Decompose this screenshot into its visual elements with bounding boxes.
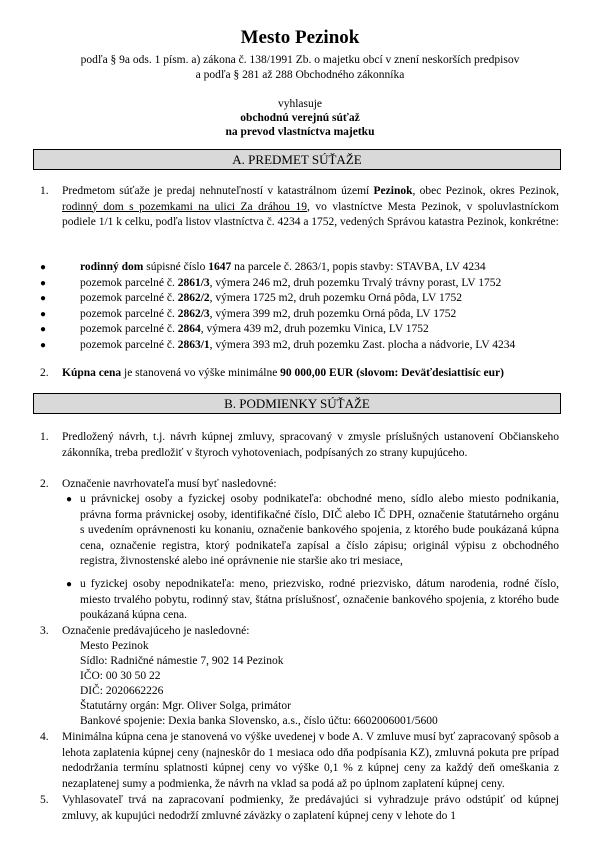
property-item: pozemok parcelné č. 2861/3, výmera 246 m2, druh pozemku Trvalý trávny porast, LV 1752 <box>80 276 502 289</box>
contest-purpose: na prevod vlastníctva majetku <box>225 126 375 138</box>
purchase-price-text: Kúpna cena je stanovená vo výške minimálne 90 000,00 EUR (slovom: Deväťdesiattisíc eur) <box>62 367 504 379</box>
bullet-dot: ● <box>40 324 47 335</box>
section-b-item-2-intro: Označenie navrhovateľa musí byť nasledovné: <box>62 478 277 490</box>
bullet-dot: ● <box>66 494 73 505</box>
section-b-item-5: Vyhlasovateľ trvá na zapracovaní podmienky, že predávajúci si vyhradzuje právo odstúpiť od kúpnej zmluvy, ak kupujúci nedodrží zmluvné záväzky o zaplatení kúpnej ceny v lehote do 1 <box>62 794 559 822</box>
section-b-item-2-number: 2. <box>40 478 49 490</box>
legal-entity-requirements: u právnickej osoby a fyzickej osoby podnikateľa: obchodné meno, sídlo alebo miesto podnikania, právna forma právnickej osoby, identifikačné číslo, DIČ alebo IČ DPH, označenie štatutárneho orgánu s uvedením oprávnenosti ku konaniu, označenie bankového spojenia, z ktorého bude poukázaná kúpna cena, označenie registra, ktorý podnikateľa zapísal a číslo zápisu; originál výpisu z obchodného registra, živnostenské alebo iné oprávnenie nie staršie ako tri mesiace, <box>80 493 559 567</box>
section-a-heading: A. PREDMET SÚŤAŽE <box>33 149 561 170</box>
property-item: pozemok parcelné č. 2864, výmera 439 m2, druh pozemku Vinica, LV 1752 <box>80 323 429 335</box>
section-b-item-3-intro: Označenie predávajúceho je nasledovné: <box>62 625 250 637</box>
law-reference-line-2: a podľa § 281 až 288 Obchodného zákonníka <box>195 69 405 81</box>
seller-statutory: Štatutárny orgán: Mgr. Oliver Solga, primátor <box>80 700 291 712</box>
bullet-dot: ● <box>66 579 73 590</box>
announce-text: vyhlasuje <box>277 98 323 110</box>
section-b-item-5-number: 5. <box>40 794 49 806</box>
law-reference-line-1: podľa § 9a ods. 1 písm. a) zákona č. 138/1991 Zb. o majetku obcí v znení neskorších predpisov <box>80 54 520 66</box>
document-title: Mesto Pezinok <box>240 27 360 48</box>
seller-dic: DIČ: 2020662226 <box>80 685 164 697</box>
natural-person-requirements: u fyzickej osoby nepodnikateľa: meno, priezvisko, rodné priezvisko, dátum narodenia, rodné číslo, miesto trvalého pobytu, rodinný stav, štátna príslušnosť, označenie bankového spojenia, z ktorého bude poukázaná kúpna cena. <box>80 578 559 621</box>
property-item: pozemok parcelné č. 2862/2, výmera 1725 m2, druh pozemku Orná pôda, LV 1752 <box>80 292 462 304</box>
section-a-item-2-number: 2. <box>40 367 49 379</box>
section-b-item-4: Minimálna kúpna cena je stanovená vo výške uvedenej v bode A. V zmluve musí byť zapracovaný spôsob a lehota zaplatenia kúpnej ceny (najneskôr do 1 mesiaca odo dňa podpísania KZ), zmluvná pokuta pre prípad nedodržania termínu splatnosti kúpnej ceny vo výške 0,1 % z kúpnej ceny za každý deň omeškania z nezaplatenej sumy a podmienka, že návrh na vklad sa podá až po úplnom zaplatení kúpnej ceny. <box>62 731 559 790</box>
seller-address: Sídlo: Radničné námestie 7, 902 14 Pezinok <box>80 655 284 667</box>
section-a-item-1: Predmetom súťaže je predaj nehnuteľností v katastrálnom území Pezinok, obec Pezinok, okres Pezinok, rodinný dom s pozemkami na ulici Za dráhou 19, vo vlastníctve Mesta Pezinok, v spoluvlastníckom podiele 1/1 k celku, podľa listov vlastníctva č. 4234 a 1752, vedených Správou katastra Pezinok, konkrétne: <box>62 185 560 228</box>
bullet-dot: ● <box>40 308 47 320</box>
section-b-item-3-number: 3. <box>40 625 49 637</box>
property-item: pozemok parcelné č. 2862/3, výmera 399 m2, druh pozemku Orná pôda, LV 1752 <box>80 307 457 320</box>
section-b-item-4-number: 4. <box>40 731 49 743</box>
bullet-dot: ● <box>40 262 47 273</box>
seller-bank: Bankové spojenie: Dexia banka Slovensko, a.s., číslo účtu: 6602006001/5600 <box>80 715 438 727</box>
section-b-item-1: Predložený návrh, t.j. návrh kúpnej zmluvy, spracovaný v zmysle príslušných ustanovení Občianskeho zákonníka, treba predložiť v štyroch vyhotoveniach, podpísaných zo strany kupujúceho. <box>62 431 559 459</box>
section-a-item-1-number: 1. <box>40 185 49 197</box>
bullet-dot: ● <box>40 339 47 351</box>
section-b-heading: B. PODMIENKY SÚŤAŽE <box>33 393 561 414</box>
bullet-dot: ● <box>40 277 47 289</box>
seller-ico: IČO: 00 30 50 22 <box>80 670 161 682</box>
section-b-item-1-number: 1. <box>40 431 49 443</box>
bullet-dot: ● <box>40 293 47 304</box>
property-item: pozemok parcelné č. 2863/1, výmera 393 m2, druh pozemku Zast. plocha a nádvorie, LV 4234 <box>80 338 516 351</box>
property-item: rodinný dom súpisné číslo 1647 na parcele č. 2863/1, popis stavby: STAVBA, LV 4234 <box>80 261 486 273</box>
seller-name: Mesto Pezinok <box>80 640 149 652</box>
contest-type: obchodnú verejnú súťaž <box>240 112 360 124</box>
